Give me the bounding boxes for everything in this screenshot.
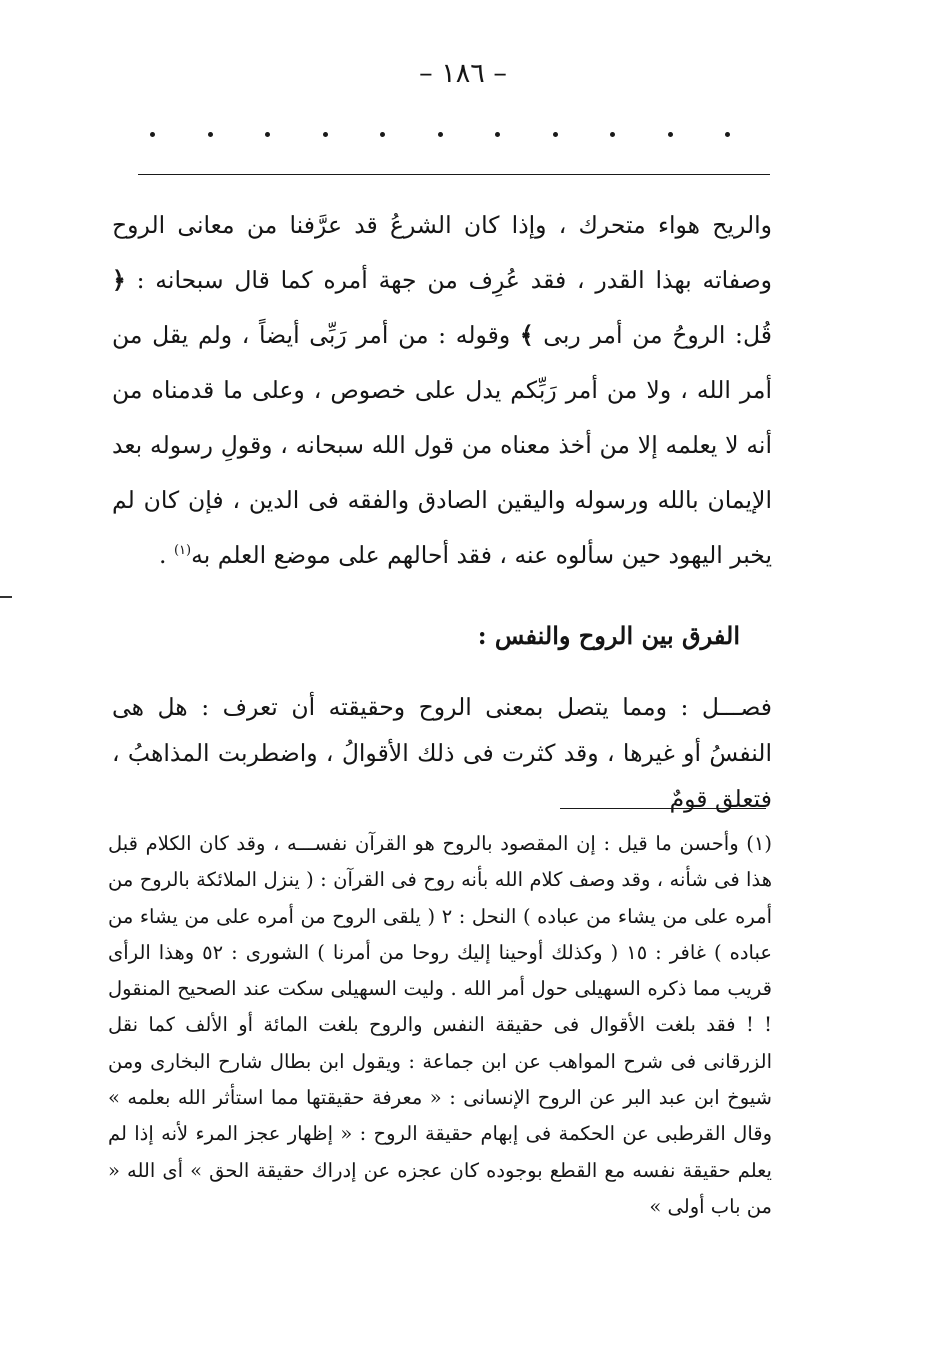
- quran-bracket-close: ﴾: [519, 321, 534, 349]
- ornament-dot: [668, 132, 673, 137]
- main-text-end: .: [159, 541, 174, 569]
- ornament-dot: [553, 132, 558, 137]
- ornament-dot: [323, 132, 328, 137]
- main-text-part1: والريح هواء متحرك ، وإذا كان الشرعُ قد عرَّفنا من معانى الروح وصفاته بهذا القدر ، فقد عُرِف من جهة أمره كما قال سبحانه :: [112, 211, 772, 294]
- quran-quote: قُل: الروحُ من أمر ربى: [533, 321, 772, 349]
- footnote-text: (١) وأحسن ما قيل : إن المقصود بالروح هو القرآن نفســـه ، وقد كان الكلام قبل هذا فى شأنه ، وقد وصف كلام الله بأنه روح فى القرآن : ( ينزل الملائكة بالروح من أمره على من يشاء من عباده ) النحل : ٢ ( يلقى الروح من أمره على من يشاء من عباده ) غافر : ١٥ ( وكذلك أوحينا إليك روحا من أمرنا ) الشورى : ٥٢ وهذا الرأى قريب مما ذكره السهيلى حول أمر الله . وليت السهيلى سكت عند الصحيح المنقول ! ! فقد بلغت الأقوال فى حقيقة النفس والروح بلغت المائة أو الألف كما نقل الزرقانى فى شرح المواهب عن ابن جماعة : ويقول ابن بطال شارح البخارى ومن شيوخ ابن عبد البر عن الروح الإنسانى : « معرفة حقيقتها مما استأثر الله بعلمه » وقال القرطبى عن الحكمة فى إبهام حقيقة الروح : « إظهار عجز المرء لأنه إذا لم يعلم حقيقة نفسه مع القطع بوجوده كان عجزه عن إدراك حقيقة الحق » أى الله « من باب أولى »: [108, 832, 772, 1218]
- ornament-dot: [438, 132, 443, 137]
- section-text: فصـــل : ومما يتصل بمعنى الروح وحقيقته أن تعرف : هل هى النفسُ أو غيرها ، وقد كثرت فى ذلك الأقوالُ ، واضطربت المذاهبُ ، فتعلق قومٌ: [112, 693, 772, 813]
- main-text-part2: وقوله : من أمر رَبِّى أيضاً ، ولم يقل من أمر الله ، ولا من أمر رَبِّكم يدل على خصوص ، وعلى ما قدمناه من أنه لا يعلمه إلا من أخذ معناه من قول الله سبحانه ، وقولِ رسوله بعد الإيمان بالله ورسوله واليقين الصادق والفقه فى الدين ، فإن كان لم يخبر اليهود حين سألوه عنه ، فقد أحالهم على موضع العلم به: [112, 321, 772, 569]
- top-divider: [138, 174, 770, 175]
- quran-bracket-open: ﴿: [112, 266, 126, 294]
- ornament-dot: [610, 132, 615, 137]
- footnote-reference: (١): [173, 543, 192, 559]
- ornament-dot: [150, 132, 155, 137]
- main-paragraph: [112, 198, 772, 583]
- ornament-dot: [725, 132, 730, 137]
- footnote-divider: [560, 808, 766, 809]
- page-number: – ١٨٦ –: [419, 58, 507, 89]
- ornament-dot: [265, 132, 270, 137]
- ornament-dot: [380, 132, 385, 137]
- footnote: [108, 826, 772, 1225]
- scan-margin-mark: [0, 596, 12, 598]
- ornament-dot: [208, 132, 213, 137]
- ornament-dot: [495, 132, 500, 137]
- section-heading: الفرق بين الروح والنفس :: [477, 621, 740, 650]
- section-paragraph: [112, 684, 772, 822]
- main-text: [112, 198, 772, 583]
- dotted-ornament: [150, 132, 730, 137]
